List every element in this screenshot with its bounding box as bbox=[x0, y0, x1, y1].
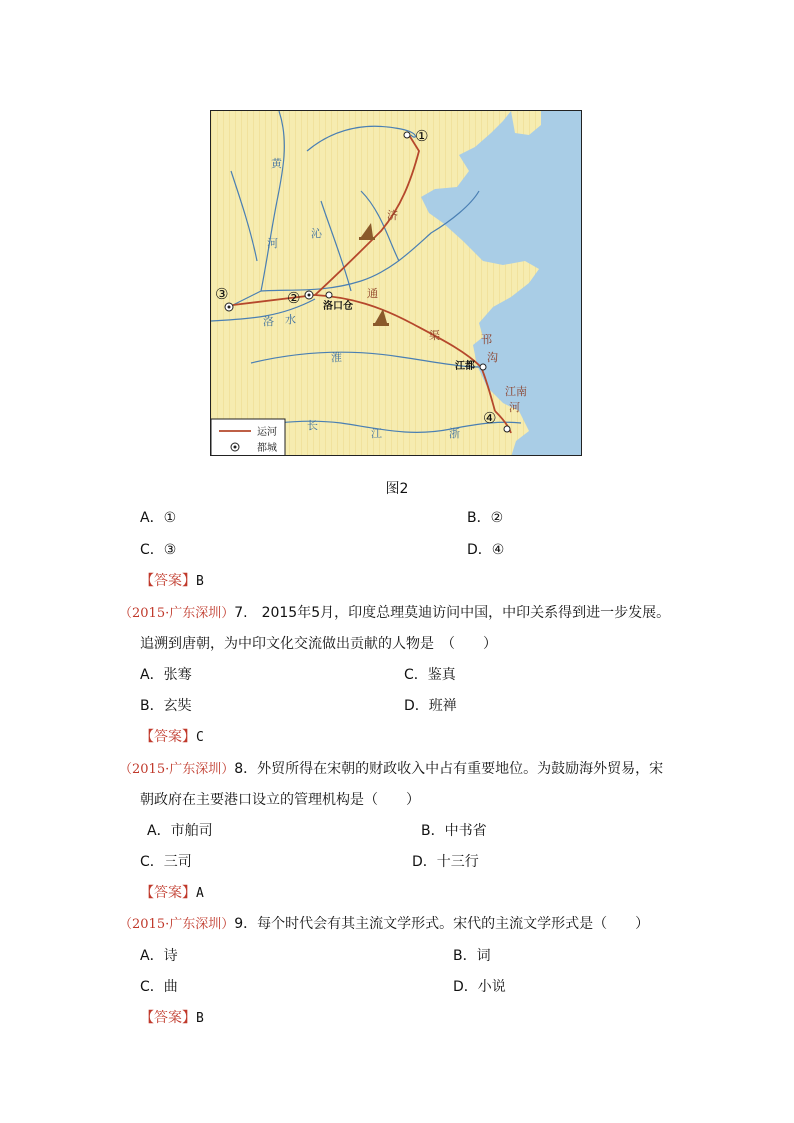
answer-tag: 【答案】 bbox=[140, 885, 196, 901]
legend-canal-label: 运河 bbox=[257, 427, 277, 438]
answer-value: B bbox=[196, 574, 204, 589]
answer-value: C bbox=[196, 730, 204, 745]
source-tag: （2015·广东深圳） bbox=[119, 917, 235, 932]
q8-option-b: B．中书省 bbox=[421, 823, 487, 839]
q7-stem-line1 bbox=[119, 603, 670, 624]
q8-option-a: A．市舶司 bbox=[147, 823, 213, 839]
city-marker-1 bbox=[404, 132, 410, 138]
label-huang: 黄 bbox=[271, 157, 282, 170]
q7-option-c: C．鉴真 bbox=[404, 667, 456, 683]
label-river-he: 河 bbox=[509, 401, 520, 414]
q8-stem-line1 bbox=[119, 759, 663, 780]
q6-option-d: D．④ bbox=[467, 542, 505, 558]
q9-answer bbox=[140, 1008, 204, 1029]
label-jiangdu: 江都 bbox=[455, 361, 475, 372]
q6-option-c: C．③ bbox=[140, 542, 177, 558]
stem-text: 8．外贸所得在宋朝的财政收入中占有重要地位。为鼓励海外贸易，宋 bbox=[234, 761, 664, 777]
label-shui: 水 bbox=[285, 313, 296, 326]
q8-stem-line2: 朝政府在主要港口设立的管理机构是（ ） bbox=[140, 792, 420, 808]
label-jiang: 江 bbox=[371, 427, 382, 440]
label-jiangnan: 江南 bbox=[505, 385, 527, 398]
q8-answer bbox=[140, 883, 204, 904]
label-ji: 济 bbox=[387, 209, 398, 222]
legend-capital-label: 都城 bbox=[257, 443, 277, 454]
canal-map bbox=[210, 110, 582, 456]
capital-marker-3-dot bbox=[228, 306, 231, 309]
q7-option-a: A．张骞 bbox=[140, 667, 192, 683]
answer-tag: 【答案】 bbox=[140, 1010, 196, 1026]
source-tag: （2015·广东深圳） bbox=[119, 762, 235, 777]
stem-text: 9．每个时代会有其主流文学形式。宋代的主流文学形式是（ ） bbox=[234, 916, 650, 932]
q8-option-d: D．十三行 bbox=[412, 854, 479, 870]
answer-value: A bbox=[196, 886, 204, 901]
label-huai: 淮 bbox=[331, 351, 342, 364]
q9-option-c: C．曲 bbox=[140, 979, 178, 995]
label-marker-2: ② bbox=[287, 289, 301, 307]
label-qu: 渠 bbox=[429, 329, 440, 342]
q7-answer bbox=[140, 727, 204, 748]
capital-marker-2-dot bbox=[308, 294, 311, 297]
q9-option-b: B．词 bbox=[453, 948, 491, 964]
label-qin: 沁 bbox=[311, 227, 322, 240]
label-gou: 沟 bbox=[487, 351, 498, 364]
label-he: 河 bbox=[267, 237, 278, 250]
label-luo: 洛 bbox=[263, 315, 274, 328]
answer-tag: 【答案】 bbox=[140, 573, 196, 589]
q7-stem-line2: 追溯到唐朝，为中印文化交流做出贡献的人物是 （ ） bbox=[140, 636, 497, 652]
q7-option-b: B．玄奘 bbox=[140, 698, 192, 714]
city-marker-4 bbox=[504, 426, 510, 432]
figure-caption: 图2 bbox=[385, 481, 409, 497]
jiangdu-marker bbox=[480, 364, 486, 370]
label-zhe: 浙 bbox=[449, 427, 460, 440]
luokoucang-marker bbox=[326, 292, 332, 298]
q7-option-d: D．班禅 bbox=[404, 698, 457, 714]
label-luokoucang: 洛口仓 bbox=[323, 301, 353, 312]
label-marker-1: ① bbox=[415, 127, 429, 145]
q6-option-b: B．② bbox=[467, 510, 504, 526]
stem-text: 7. 2015年5月，印度总理莫迪访问中国，中印关系得到进一步发展。 bbox=[234, 605, 671, 621]
q9-stem-line1 bbox=[119, 914, 649, 935]
label-tong: 通 bbox=[367, 287, 378, 300]
source-tag: （2015·广东深圳） bbox=[119, 606, 235, 621]
label-marker-4: ④ bbox=[483, 409, 497, 427]
label-chang: 长 bbox=[307, 419, 318, 432]
answer-value: B bbox=[196, 1011, 204, 1026]
q6-answer bbox=[140, 571, 204, 592]
label-han: 邗 bbox=[481, 333, 492, 346]
q9-option-d: D．小说 bbox=[453, 979, 506, 995]
label-marker-3: ③ bbox=[215, 285, 229, 303]
q9-option-a: A．诗 bbox=[140, 948, 178, 964]
q6-option-a: A．① bbox=[140, 510, 177, 526]
map-legend bbox=[211, 419, 285, 456]
q8-option-c: C．三司 bbox=[140, 854, 192, 870]
answer-tag: 【答案】 bbox=[140, 729, 196, 745]
